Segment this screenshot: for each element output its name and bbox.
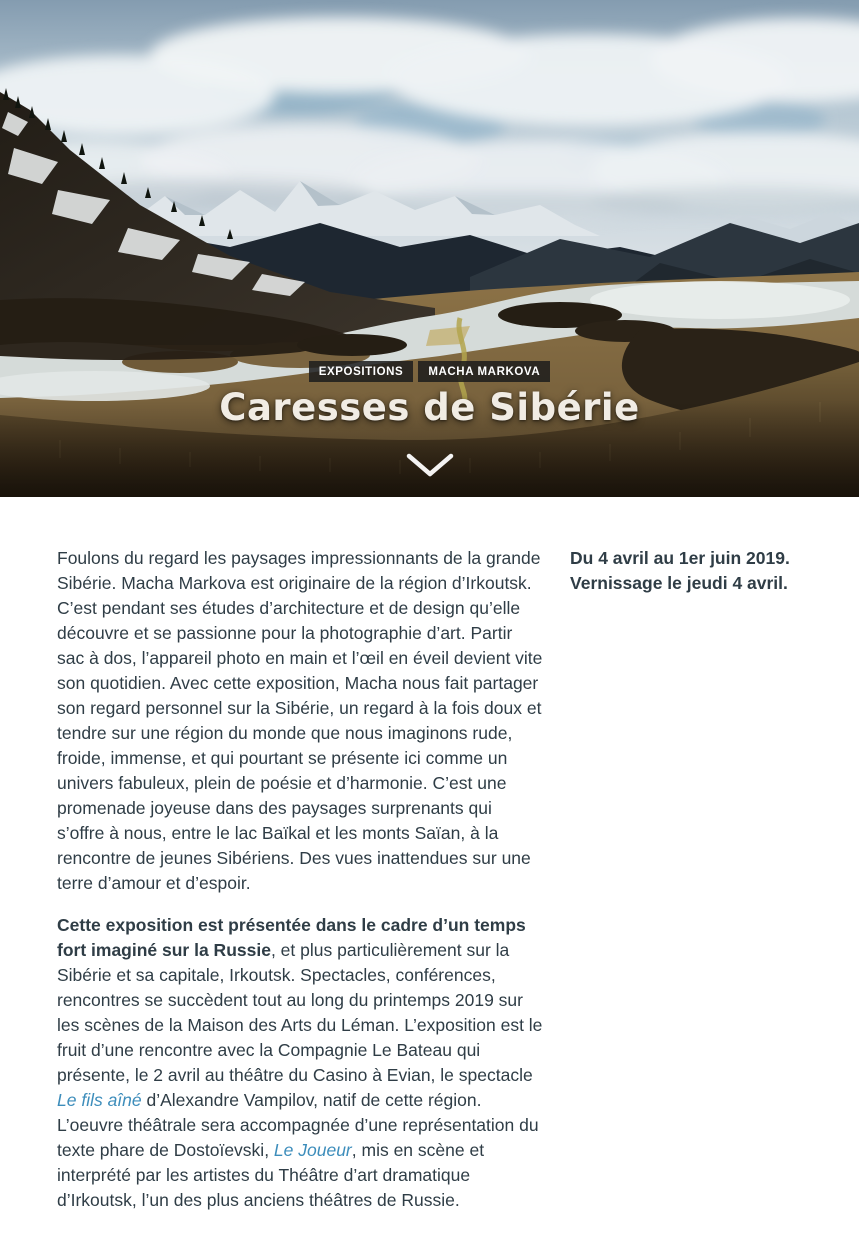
dates-line: Du 4 avril au 1er juin 2019. bbox=[570, 548, 790, 568]
paragraph-text: Foulons du regard les paysages impressionnants de la grande Sibérie. Macha Markova est originaire de la région d’Irkoutsk. C’est pendant ses études d’architecture et de design qu’elle découvre et se passionne pour la photographie d’art. Partir sac à dos, l’appareil photo en main et l’œil en éveil devient vite son quotidien. Avec cette exposition, Macha nous fait partager son regard personnel sur la Sibérie, un regard à la fois doux et tendre sur une région du monde que nous imaginons rude, froide, immense, et qui pourtant se présente ici comme un univers fabuleux, plein de poésie et d’harmonie. C’est une promenade joyeuse dans des paysages surprenants qui s’offre à nous, entre le lac Baïkal et les monts Saïan, à la rencontre de jeunes Sibériens. Des vues inattendues sur une terre d’amour et d’espoir. bbox=[57, 548, 543, 893]
chevron-down-icon bbox=[406, 452, 454, 478]
article-paragraph-1 bbox=[57, 546, 544, 896]
paragraph-text: , et plus particulièrement sur la Sibérie et sa capitale, Irkoutsk. Spectacles, conférences, rencontres se succèdent tout au long du printemps 2019 sur les scènes de la Maison des Arts du Léman. L’exposition est le fruit d’une rencontre avec la Compagnie Le Bateau qui présente, le 2 avril au théâtre du Casino à Evian, le spectacle bbox=[57, 940, 543, 1085]
breadcrumb bbox=[0, 361, 859, 382]
page-title: Caresses de Sibérie bbox=[219, 386, 640, 429]
paragraph-text: , mis en scène et interprété par les artistes du Théâtre d’art dramatique d’Irkoutsk, l’un des plus anciens théâtres de Russie. bbox=[57, 1140, 485, 1210]
article-section bbox=[0, 497, 859, 1253]
scroll-down-button[interactable] bbox=[406, 452, 454, 478]
event-dates bbox=[570, 546, 802, 1213]
article-paragraph-2 bbox=[57, 913, 544, 1213]
vernissage-line: Vernissage le jeudi 4 avril. bbox=[570, 573, 788, 593]
link-le-fils-aine[interactable]: Le fils aîné bbox=[57, 1090, 142, 1110]
breadcrumb-expositions[interactable]: EXPOSITIONS bbox=[309, 361, 414, 382]
breadcrumb-macha-markova[interactable]: MACHA MARKOVA bbox=[418, 361, 550, 382]
paragraph-text: d’Alexandre Vampilov, natif de cette région. L’oeuvre théâtrale sera accompagnée d’une représentation du texte phare de Dostoïevski, bbox=[57, 1090, 539, 1160]
hero-section bbox=[0, 0, 859, 497]
paragraph-bold-lead: Cette exposition est présentée dans le cadre d’un temps fort imaginé sur la Russie bbox=[57, 915, 526, 960]
article-body bbox=[57, 546, 544, 1213]
link-le-joueur[interactable]: Le Joueur bbox=[273, 1140, 352, 1160]
